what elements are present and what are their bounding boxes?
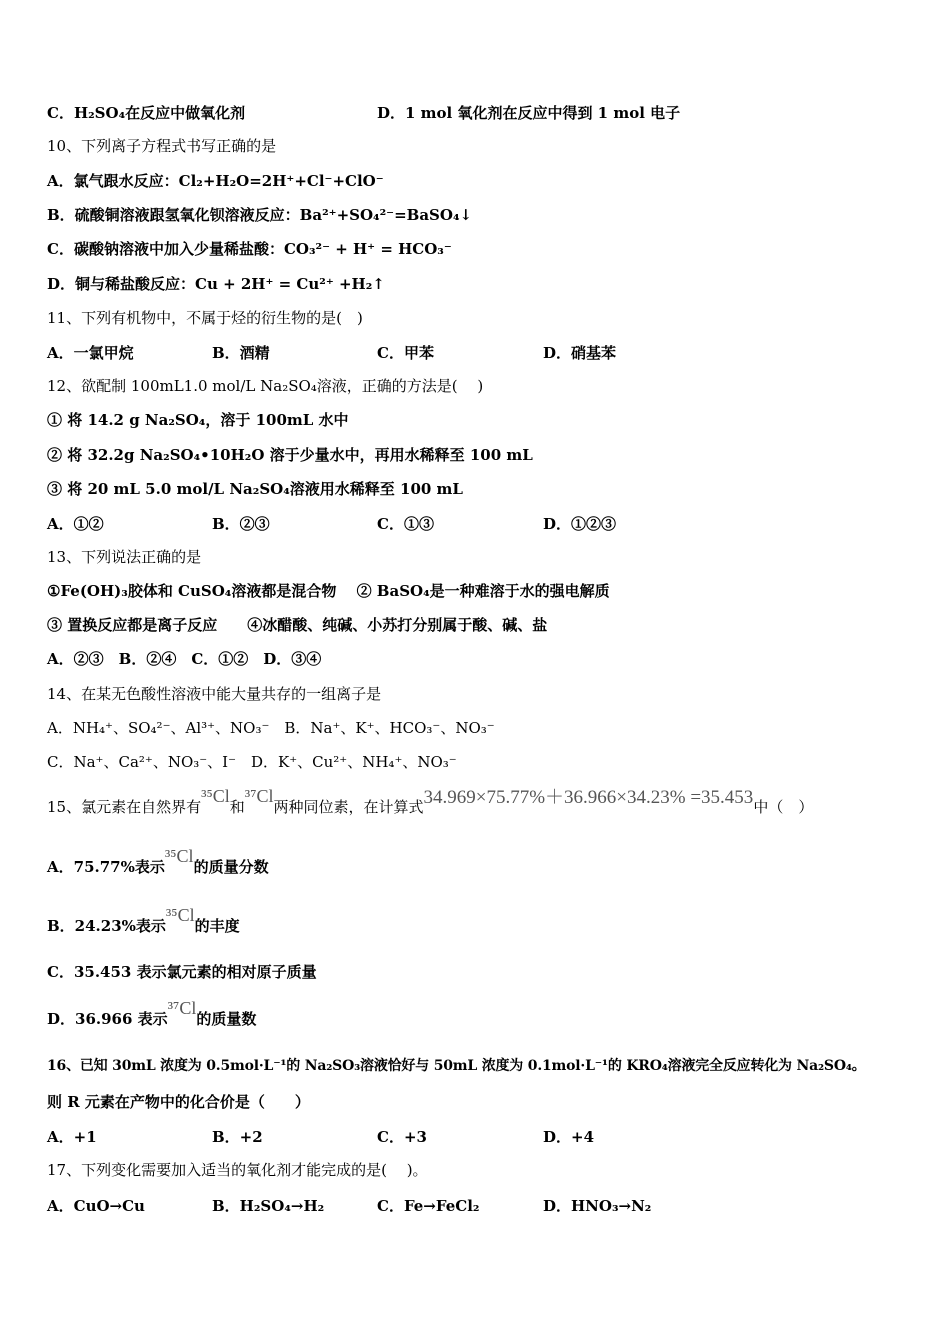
q15-formula: 34.969×75.77%＋36.966×34.23% =35.453 — [423, 787, 754, 808]
q15-option-a-text: A．75.77%表示 — [47, 858, 165, 876]
q11-stem: 11、下列有机物中，不属于烃的衍生物的是( ) — [47, 309, 363, 327]
q17-option-d: D．HNO₃→N₂ — [543, 1197, 652, 1215]
q15-stem-part-a: 15、氯元素在自然界有 — [47, 798, 202, 816]
q12-item-2: ② 将 32.2g Na₂SO₄•10H₂O 溶于少量水中，再用水稀释至 100 mL — [47, 446, 533, 464]
q15-option-b-tail: 的丰度 — [194, 917, 240, 935]
q10-option-d: D．铜与稀盐酸反应：Cu + 2H⁺ = Cu²⁺ +H₂↑ — [47, 275, 385, 293]
q15-option-a — [47, 846, 269, 877]
q12-item-3: ③ 将 20 mL 5.0 mol/L Na₂SO₄溶液用水稀释至 100 mL — [47, 480, 463, 498]
q16-stem-line-1: 16、已知 30mL 浓度为 0.5mol·L⁻¹的 Na₂SO₃溶液恰好与 50mL 浓度为 0.1mol·L⁻¹的 KRO₄溶液完全反应转化为 Na₂SO₄。 — [47, 1058, 866, 1074]
q12-item-1: ① 将 14.2 g Na₂SO₄，溶于 100mL 水中 — [47, 411, 349, 429]
q9-option-c: C．H₂SO₄在反应中做氧化剂 — [47, 104, 246, 122]
q14-stem: 14、在某无色酸性溶液中能大量共存的一组离子是 — [47, 685, 382, 703]
q15-stem — [47, 786, 814, 817]
q12-option-a: A．①② — [47, 515, 104, 533]
q16-option-a: A．+1 — [47, 1128, 97, 1146]
q12-option-b: B．②③ — [212, 515, 270, 533]
cl35-isotope-symbol: ³⁵Cl — [164, 846, 194, 866]
q15-option-b — [47, 905, 240, 936]
q9-option-d: D．1 mol 氧化剂在反应中得到 1 mol 电子 — [377, 104, 681, 122]
q14-options-cd: C．Na⁺、Ca²⁺、NO₃⁻、I⁻ D．K⁺、Cu²⁺、NH₄⁺、NO₃⁻ — [47, 753, 457, 771]
q15-option-a-tail: 的质量分数 — [193, 858, 269, 876]
q10-option-c: C．碳酸钠溶液中加入少量稀盐酸：CO₃²⁻ + H⁺ = HCO₃⁻ — [47, 240, 452, 258]
cl35-isotope-symbol: ³⁵Cl — [165, 905, 195, 925]
q16-option-b: B．+2 — [212, 1128, 263, 1146]
q10-option-a: A．氯气跟水反应：Cl₂+H₂O=2H⁺+Cl⁻+ClO⁻ — [47, 172, 384, 190]
q15-option-d-tail: 的质量数 — [196, 1010, 257, 1028]
q12-option-c: C．①③ — [377, 515, 434, 533]
q16-option-c: C．+3 — [377, 1128, 427, 1146]
q17-option-c: C．Fe→FeCl₂ — [377, 1197, 480, 1215]
q13-items-3-4: ③ 置换反应都是离子反应 ④冰醋酸、纯碱、小苏打分别属于酸、碱、盐 — [47, 616, 548, 634]
q12-option-d: D．①②③ — [543, 515, 617, 533]
q11-option-c: C．甲苯 — [377, 344, 434, 362]
q15-option-d-text: D．36.966 表示 — [47, 1010, 168, 1028]
q10-option-b: B．硫酸铜溶液跟氢氧化钡溶液反应：Ba²⁺+SO₄²⁻=BaSO₄↓ — [47, 206, 473, 224]
q17-stem: 17、下列变化需要加入适当的氧化剂才能完成的是( )。 — [47, 1161, 428, 1179]
q13-options: A．②③ B．②④ C．①② D．③④ — [47, 650, 322, 668]
q10-stem: 10、下列离子方程式书写正确的是 — [47, 137, 277, 155]
q15-option-c: C．35.453 表示氯元素的相对原子质量 — [47, 963, 317, 981]
q13-stem: 13、下列说法正确的是 — [47, 548, 202, 566]
cl37-isotope-symbol: ³⁷Cl — [167, 998, 197, 1018]
q15-stem-part-d: 中（ ） — [753, 798, 814, 816]
q15-stem-part-c: 两种同位素，在计算式 — [273, 798, 424, 816]
q17-option-a: A．CuO→Cu — [47, 1197, 145, 1215]
q15-option-d — [47, 998, 257, 1029]
q16-option-d: D．+4 — [543, 1128, 595, 1146]
cl37-isotope-symbol: ³⁷Cl — [244, 786, 274, 806]
q11-option-d: D．硝基苯 — [543, 344, 617, 362]
q11-option-b: B．酒精 — [212, 344, 270, 362]
q13-items-1-2: ①Fe(OH)₃胶体和 CuSO₄溶液都是混合物 ② BaSO₄是一种难溶于水的强电解质 — [47, 582, 610, 600]
cl35-isotope-symbol: ³⁵Cl — [201, 786, 230, 806]
q12-stem: 12、欲配制 100mL1.0 mol/L Na₂SO₄溶液，正确的方法是( ) — [47, 377, 484, 395]
q15-stem-part-b: 和 — [229, 798, 245, 816]
q14-options-ab: A．NH₄⁺、SO₄²⁻、Al³⁺、NO₃⁻ B．Na⁺、K⁺、HCO₃⁻、NO₃⁻ — [47, 719, 495, 737]
q11-option-a: A．一氯甲烷 — [47, 344, 134, 362]
q16-stem-line-2: 则 R 元素在产物中的化合价是（ ） — [47, 1093, 310, 1111]
q15-option-b-text: B．24.23%表示 — [47, 917, 166, 935]
q17-option-b: B．H₂SO₄→H₂ — [212, 1197, 325, 1215]
